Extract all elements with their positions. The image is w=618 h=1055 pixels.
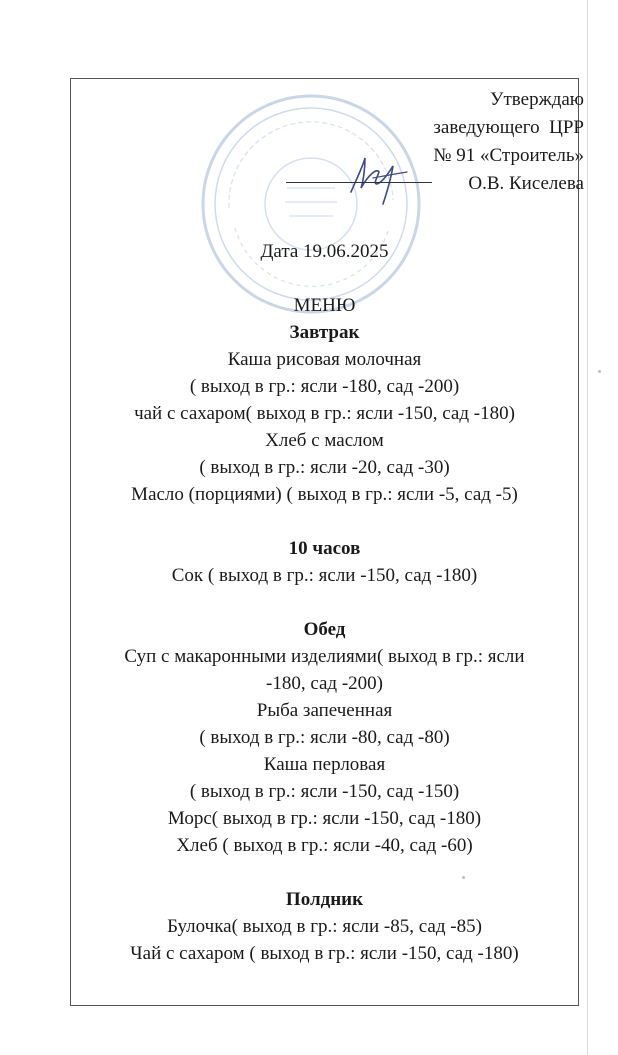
section-title-10am: 10 часов: [288, 538, 361, 559]
section-title-breakfast: Завтрак: [289, 322, 360, 343]
spacer: [70, 589, 579, 616]
menu-line: Чай с сахаром ( выход в гр.: ясли -150, сад -180): [130, 943, 519, 964]
menu-line: Рыба запеченная: [256, 700, 393, 721]
menu-line: ( выход в гр.: ясли -150, сад -150): [189, 781, 460, 802]
menu-line: Суп с макаронными изделиями( выход в гр.: ясли: [124, 646, 525, 667]
menu-line: Масло (порциями) ( выход в гр.: ясли -5, сад -5): [131, 484, 518, 505]
spacer: [70, 859, 579, 886]
approval-signer: О.В. Киселева: [468, 173, 584, 194]
menu-line: чай с сахаром( выход в гр.: ясли -150, сад -180): [134, 403, 515, 424]
menu-line: Морс( выход в гр.: ясли -150, сад -180): [167, 808, 482, 829]
menu-line: Хлеб с маслом: [265, 430, 384, 451]
menu-line: ( выход в гр.: ясли -20, сад -30): [199, 457, 450, 478]
menu-line: Каша перловая: [263, 754, 386, 775]
menu-line: Каша рисовая молочная: [227, 349, 422, 370]
menu-line: ( выход в гр.: ясли -180, сад -200): [189, 376, 460, 397]
signature-line: [286, 182, 432, 183]
menu-body: [70, 238, 579, 967]
menu-title: МЕНЮ: [293, 295, 356, 316]
spacer: [70, 508, 579, 535]
signature: [343, 148, 413, 208]
menu-line: Булочка( выход в гр.: ясли -85, сад -85): [167, 916, 482, 937]
scan-speck: [598, 370, 601, 373]
menu-line: -180, сад -200): [266, 673, 383, 694]
approval-position: заведующего ЦРР: [433, 117, 584, 138]
approval-heading: Утверждаю: [490, 89, 584, 110]
page-edge: [587, 0, 588, 1055]
scan-speck: [462, 876, 465, 879]
section-title-lunch: Обед: [303, 619, 346, 640]
menu-line: Хлеб ( выход в гр.: ясли -40, сад -60): [176, 835, 473, 856]
menu-line: ( выход в гр.: ясли -80, сад -80): [199, 727, 450, 748]
spacer: [70, 265, 579, 292]
approval-organization: № 91 «Строитель»: [433, 145, 584, 166]
date-line: Дата 19.06.2025: [260, 241, 389, 262]
section-title-snack: Полдник: [285, 889, 364, 910]
approval-block: [433, 86, 584, 198]
menu-line: Сок ( выход в гр.: ясли -150, сад -180): [171, 565, 478, 586]
